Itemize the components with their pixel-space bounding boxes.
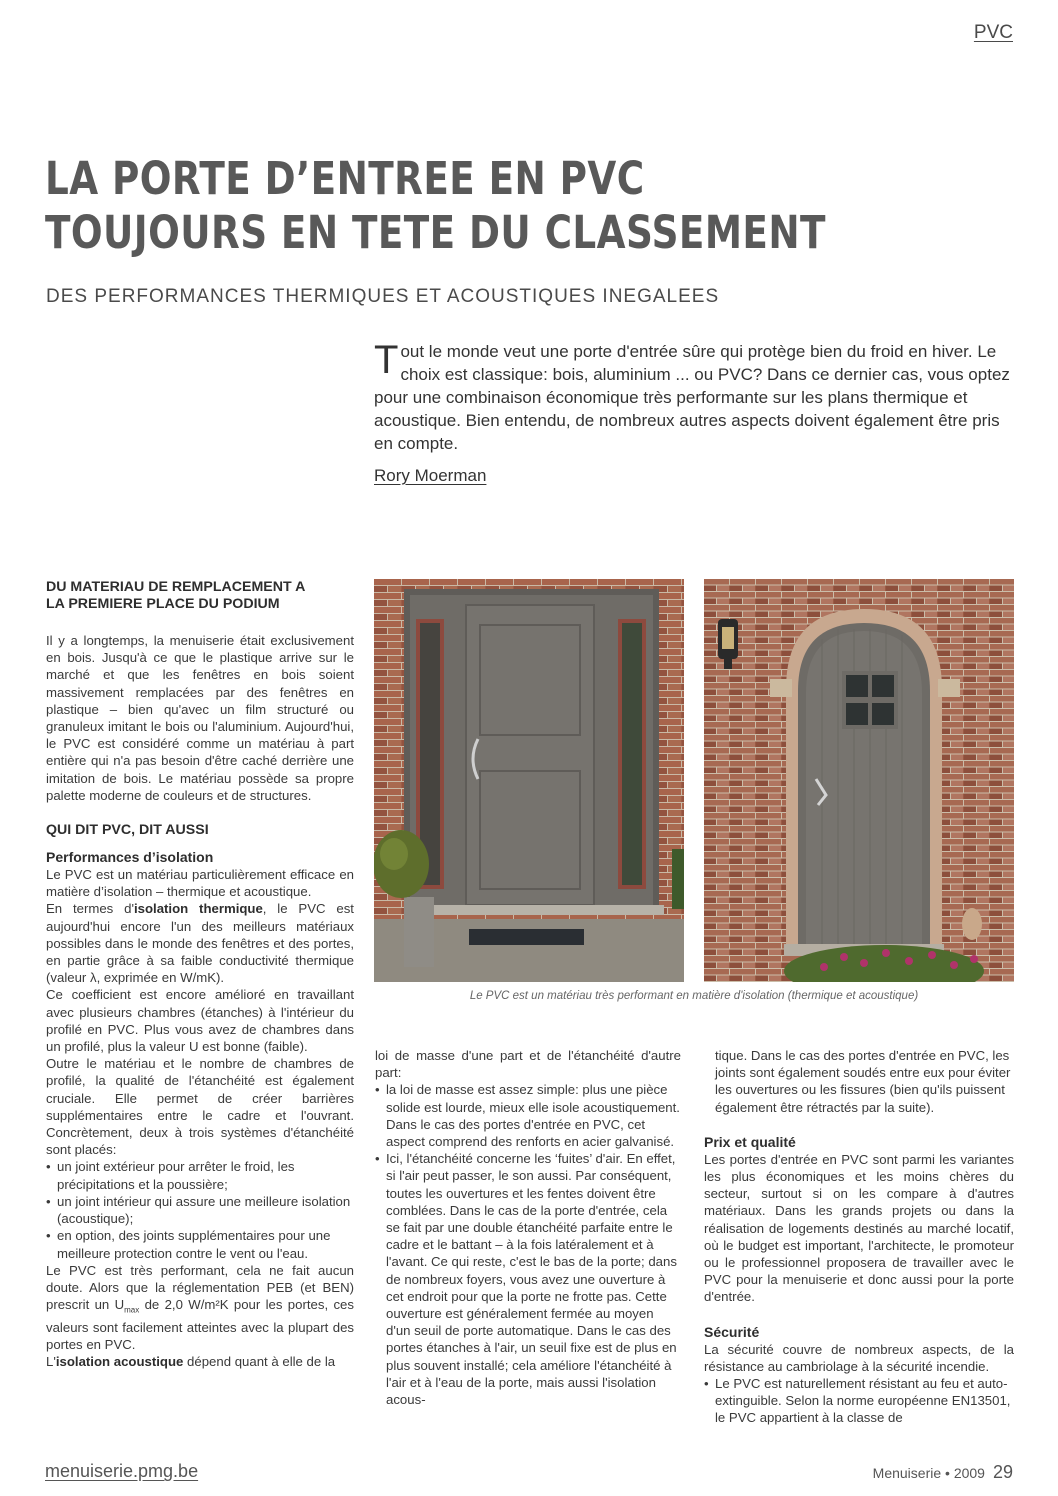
magazine-name: Menuiserie • 2009 [872, 1465, 985, 1481]
security-list [704, 1375, 1014, 1427]
photo-arched-door [704, 579, 1014, 982]
subheading-prix: Prix et qualité [704, 1133, 796, 1150]
text-fragment: Le PVC est très performant, cela ne fait aucun doute. Alors que la réglementation PEB (et BEN) prescrit un U [46, 1262, 354, 1313]
column-1 [46, 579, 354, 1371]
paragraph-chambres: Ce coefficient est encore amélioré en travaillant avec plusieurs chambres (étanches) à l'intérieur du profilé en PVC. Plus vous avez de chambres dans un profilé, plus la valeur U est bonne (faible). [46, 987, 354, 1055]
photo-arched-door-illustration [704, 579, 1014, 982]
paragraph-performant [46, 1262, 354, 1354]
paragraph-prix: Les portes d'entrée en PVC sont parmi les variantes les plus économiques et les moins chères du secteur, surtout si on les compare à d'autres matériaux. Dans les grands projets ou dans la réalisation de logements destinés au marché locatif, où le budget est important, l'architecte, le promoteur ou le professionnel proposera de travailler avec le PVC pour la menuiserie et donc aussi pour la porte d'entrée. [704, 1151, 1014, 1305]
paragraph-isolation: Le PVC est un matériau particulièrement efficace en matière d’isolation – thermique et acoustique. [46, 867, 354, 900]
photo-front-door [374, 579, 684, 982]
paragraph-thermique [46, 900, 354, 986]
paragraph-materiau: Il y a longtemps, la menuiserie était exclusivement en bois. Jusqu'à ce que le plastique arrive sur le marché et que les fenêtres en bois soient massivement remplacées par des fenêtres en plastique – bien qu'avec un film structuré ou granuleux imitant le bois ou l'aluminium. Aujourd'hui, le PVC est considéré comme un matériau à part entière qui n'a pas besoin d'être caché derrière une imitation de bois. Le matériau possède sa propre palette moderne de couleurs et de structures. [46, 633, 354, 803]
list-item: • Le PVC est naturellement résistant au feu et auto-extinguible. Selon la norme européenne EN13501, le PVC appartient à la classe de [704, 1375, 1014, 1427]
article-subtitle: DES PERFORMANCES THERMIQUES ET ACOUSTIQUES INEGALEES [46, 286, 720, 307]
title-line-1: LA PORTE D’ENTREE EN PVC [45, 152, 645, 205]
column-3 [704, 1047, 1014, 1427]
text-fragment: , le PVC est aujourd'hui encore l'un des meilleurs matériaux possibles dans le monde des fenêtres et des portes, en partie grâce à sa faible conductivité thermique (valeur λ, exprimée en W/mK). [46, 901, 354, 986]
section-tag: PVC [973, 22, 1013, 43]
subheading-isolation: Performances d’isolation [46, 849, 214, 866]
acoustic-list [375, 1081, 681, 1408]
paragraph-acoustique [46, 1353, 354, 1370]
list-item: • un joint extérieur pour arrêter le froid, les précipitations et la poussière; [46, 1158, 354, 1192]
title-line-2: TOUJOURS EN TETE DU CLASSEMENT [45, 206, 826, 259]
subscript-max: max [124, 1305, 140, 1315]
list-item: • Ici, l'étanchéité concerne les ‘fuites’ d'air. En effet, si l'air peut passer, le son aussi. Par conséquent, toutes les ouvertures et les fentes doivent être comblées. Dans le cas de la porte d'entrée, cela se fait par une double étanchéité parfaite entre le cadre et le battant – à la fois latéralement et à l'avant. Ce qui reste, c'est le bas de la porte; dans de nombreux foyers, vous avez une ouverture à cet endroit pour que la porte ne frotte pas. Cette ouverture est généralement fermée au moyen d'un seuil de porte automatique. Dans le cas des portes étanches à l'air, un seuil fixe est de plus en plus souvent installé; cela améliore l'étanchéité à l'air et à l'eau de la porte, mais aussi l'isolation acous- [375, 1150, 681, 1408]
photo-caption: Le PVC est un matériau très performant en matière d'isolation (thermique et acoustique) [469, 990, 919, 1002]
bold-isolation-acoustique: isolation acoustique [55, 1354, 184, 1370]
list-item: • en option, des joints supplémentaires pour une meilleure protection contre le vent ou l'eau. [46, 1227, 354, 1261]
heading-qui-dit-pvc: QUI DIT PVC, DIT AUSSI [46, 822, 209, 839]
subheading-securite: Sécurité [704, 1323, 760, 1340]
article-title [45, 152, 850, 260]
bold-isolation-thermique: isolation thermique [133, 901, 263, 917]
paragraph-loi-de-masse: loi de masse d'une part et de l'étanchéité d'autre part: [375, 1048, 681, 1081]
paragraph-joints-soudes: tique. Dans le cas des portes d'entrée en PVC, les joints sont également soudés entre eux pour éviter les ouvertures ou les fissures (bien qu'ils puissent également être rétractés par la suite). [715, 1048, 1011, 1115]
intro-text: out le monde veut une porte d'entrée sûre qui protège bien du froid en hiver. Le choix est classique: bois, aluminium ... ou PVC? Dans ce dernier cas, vous optez pour une combinaison économique très performante sur les plans thermique et acoustique. Bien entendu, de nombreux autres aspects doivent également être pris en compte. [374, 342, 1010, 453]
heading-materiau: DU MATERIAU DE REMPLACEMENT A LA PREMIERE PLACE DU PODIUM [46, 579, 305, 612]
intro-paragraph [374, 340, 1014, 455]
joint-list [46, 1158, 354, 1261]
photo-front-door-illustration [374, 579, 684, 982]
footer-website-link[interactable]: menuiserie.pmg.be [45, 1461, 199, 1481]
drop-cap: T [374, 338, 399, 382]
text-fragment: L' [46, 1354, 56, 1370]
column-2 [375, 1047, 681, 1408]
text-fragment: dépend quant à elle de la [183, 1354, 336, 1370]
list-item: • un joint intérieur qui assure une meilleure isolation (acoustique); [46, 1193, 354, 1227]
paragraph-etancheite: Outre le matériau et le nombre de chambres de profilé, la qualité de l'étanchéité est également cruciale. Elle permet de créer barrières supplémentaires entre le cadre et l'ouvrant. Concrètement, deux à trois systèmes d'étanchéité sont placés: [46, 1056, 354, 1158]
footer-folio [873, 1462, 1013, 1483]
text-fragment: En termes d' [46, 901, 134, 917]
text-fragment: de 2,0 W/m²K pour les portes, ces valeurs sont facilement atteintes avec la plupart des portes en PVC. [46, 1297, 354, 1353]
author-byline: Rory Moerman [374, 466, 487, 485]
list-item: • la loi de masse est assez simple: plus une pièce solide est lourde, mieux elle isole acoustiquement. Dans le cas des portes d'entrée en PVC, cet aspect comprend des renforts en acier galvanisé. [375, 1081, 681, 1150]
paragraph-securite: La sécurité couvre de nombreux aspects, de la résistance au cambriolage à la sécurité incendie. [704, 1341, 1014, 1374]
page-number: 29 [992, 1462, 1013, 1482]
